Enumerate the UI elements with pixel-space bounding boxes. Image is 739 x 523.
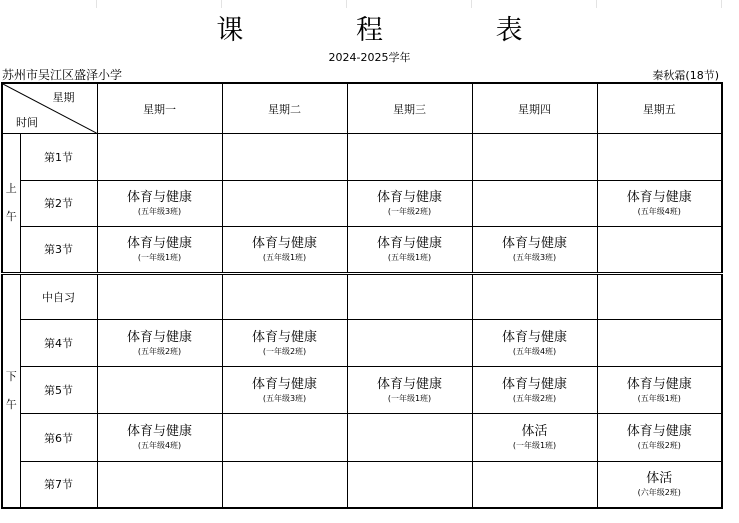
table-row xyxy=(2,134,722,181)
schedule-cell-wed[interactable] xyxy=(347,227,472,274)
morning-label xyxy=(2,134,20,274)
schedule-cell-tue[interactable] xyxy=(222,134,347,181)
class-name: (一年级2班) xyxy=(387,206,432,216)
course-name: 体育与健康 xyxy=(501,376,567,392)
schedule-cell-wed[interactable] xyxy=(347,134,472,181)
schedule-cell-tue[interactable] xyxy=(222,227,347,274)
class-name: (五年级3班) xyxy=(137,206,182,216)
sheet-gridline xyxy=(721,0,722,8)
corner-header xyxy=(2,83,97,134)
schedule-cell-fri[interactable] xyxy=(597,366,722,414)
schedule-cell-thu[interactable] xyxy=(472,320,597,367)
class-name: (五年级2班) xyxy=(137,346,182,356)
school-name: 苏州市吴江区盛泽小学 xyxy=(2,68,123,82)
schedule-cell-mon[interactable] xyxy=(97,227,222,274)
table-row xyxy=(2,461,722,508)
class-name: (五年级1班) xyxy=(637,393,681,403)
class-name: (五年级1班) xyxy=(262,252,307,262)
day-axis-label: 星期 xyxy=(52,91,75,104)
table-row xyxy=(2,366,722,414)
schedule-cell-wed[interactable] xyxy=(347,180,472,227)
schedule-cell-wed[interactable] xyxy=(347,273,472,320)
schedule-cell-wed[interactable] xyxy=(347,414,472,462)
class-name: (五年级2班) xyxy=(637,441,681,451)
schedule-cell-thu[interactable] xyxy=(472,180,597,227)
course-name: 体育与健康 xyxy=(126,235,192,251)
period-label: 第7节 xyxy=(20,461,97,508)
schedule-cell-tue[interactable] xyxy=(222,414,347,462)
course-name: 体育与健康 xyxy=(376,376,442,392)
sheet-gridline xyxy=(346,0,347,8)
course-name: 体育与健康 xyxy=(126,329,192,345)
sheet-gridline xyxy=(96,0,97,8)
schedule-cell-thu[interactable] xyxy=(472,273,597,320)
class-name: (一年级2班) xyxy=(262,346,307,356)
schedule-cell-mon[interactable] xyxy=(97,414,222,462)
course-name: 体育与健康 xyxy=(626,189,692,205)
period-label: 中自习 xyxy=(20,273,97,320)
schedule-cell-thu[interactable] xyxy=(472,461,597,508)
afternoon-label-char: 午 xyxy=(5,397,17,411)
schedule-table xyxy=(1,82,723,509)
class-name: (一年级1班) xyxy=(137,252,182,262)
schedule-cell-mon[interactable] xyxy=(97,273,222,320)
table-row xyxy=(2,414,722,462)
schedule-cell-fri[interactable] xyxy=(597,414,722,462)
schedule-cell-wed[interactable] xyxy=(347,461,472,508)
day-header-mon[interactable]: 星期一 xyxy=(97,83,222,134)
course-name: 体育与健康 xyxy=(251,329,317,345)
schedule-cell-thu[interactable] xyxy=(472,134,597,181)
schedule-cell-tue[interactable] xyxy=(222,180,347,227)
class-name: (五年级4班) xyxy=(637,206,681,216)
schedule-cell-tue[interactable] xyxy=(222,320,347,367)
course-name: 体育与健康 xyxy=(376,189,442,205)
table-row xyxy=(2,320,722,367)
morning-label-char: 上 xyxy=(5,181,17,195)
schedule-cell-fri[interactable] xyxy=(597,134,722,181)
header-row xyxy=(2,83,722,134)
day-header-wed[interactable]: 星期三 xyxy=(347,83,472,134)
table-row xyxy=(2,227,722,274)
period-label: 第4节 xyxy=(20,320,97,367)
schedule-cell-thu[interactable] xyxy=(472,366,597,414)
schedule-cell-mon[interactable] xyxy=(97,180,222,227)
table-row xyxy=(2,273,722,320)
class-name: (五年级3班) xyxy=(512,252,557,262)
course-name: 体育与健康 xyxy=(501,235,567,251)
schedule-cell-tue[interactable] xyxy=(222,366,347,414)
period-label: 第1节 xyxy=(20,134,97,181)
schedule-cell-fri[interactable] xyxy=(597,227,722,274)
course-name: 体活 xyxy=(646,470,673,486)
sheet-gridline xyxy=(221,0,222,8)
class-name: (五年级3班) xyxy=(262,393,307,403)
time-axis-label: 时间 xyxy=(16,116,38,130)
schedule-cell-mon[interactable] xyxy=(97,366,222,414)
afternoon-label xyxy=(2,273,20,508)
schedule-cell-thu[interactable] xyxy=(472,227,597,274)
sheet-gridline xyxy=(471,0,472,8)
course-name: 体育与健康 xyxy=(251,376,317,392)
course-name: 体育与健康 xyxy=(626,376,692,392)
class-name: (五年级2班) xyxy=(512,393,557,403)
period-label: 第5节 xyxy=(20,366,97,414)
class-name: (五年级1班) xyxy=(387,252,432,262)
day-header-tue[interactable]: 星期二 xyxy=(222,83,347,134)
academic-year: 2024-2025学年 xyxy=(328,51,411,64)
course-name: 体育与健康 xyxy=(376,235,442,251)
teacher-name: 秦秋霜(18节) xyxy=(652,69,719,82)
course-name: 体育与健康 xyxy=(126,189,192,205)
table-row xyxy=(2,180,722,227)
schedule-cell-mon[interactable] xyxy=(97,134,222,181)
class-name: (一年级1班) xyxy=(512,441,557,451)
schedule-cell-mon[interactable] xyxy=(97,320,222,367)
course-name: 体育与健康 xyxy=(626,424,692,440)
schedule-cell-wed[interactable] xyxy=(347,320,472,367)
schedule-cell-thu[interactable] xyxy=(472,414,597,462)
schedule-cell-tue[interactable] xyxy=(222,461,347,508)
page-title: 课 程 表 xyxy=(216,15,575,46)
schedule-cell-fri[interactable] xyxy=(597,273,722,320)
day-header-thu[interactable]: 星期四 xyxy=(472,83,597,134)
class-name: (五年级4班) xyxy=(137,441,182,451)
period-label: 第6节 xyxy=(20,414,97,462)
course-name: 体育与健康 xyxy=(126,424,192,440)
day-header-fri[interactable]: 星期五 xyxy=(597,83,722,134)
class-name: (一年级1班) xyxy=(387,393,432,403)
schedule-cell-fri[interactable] xyxy=(597,461,722,508)
course-name: 体育与健康 xyxy=(251,235,317,251)
class-name: (五年级4班) xyxy=(512,346,557,356)
class-name: (六年级2班) xyxy=(637,487,681,497)
schedule-body xyxy=(2,134,722,508)
sheet-gridline xyxy=(596,0,597,8)
schedule-cell-mon[interactable] xyxy=(97,461,222,508)
period-label: 第3节 xyxy=(20,227,97,274)
afternoon-label-char: 下 xyxy=(5,369,17,383)
course-name: 体活 xyxy=(521,424,548,440)
morning-label-char: 午 xyxy=(5,209,17,223)
schedule-cell-fri[interactable] xyxy=(597,180,722,227)
period-label: 第2节 xyxy=(20,180,97,227)
schedule-cell-wed[interactable] xyxy=(347,366,472,414)
schedule-cell-tue[interactable] xyxy=(222,273,347,320)
schedule-cell-fri[interactable] xyxy=(597,320,722,367)
course-name: 体育与健康 xyxy=(501,329,567,345)
